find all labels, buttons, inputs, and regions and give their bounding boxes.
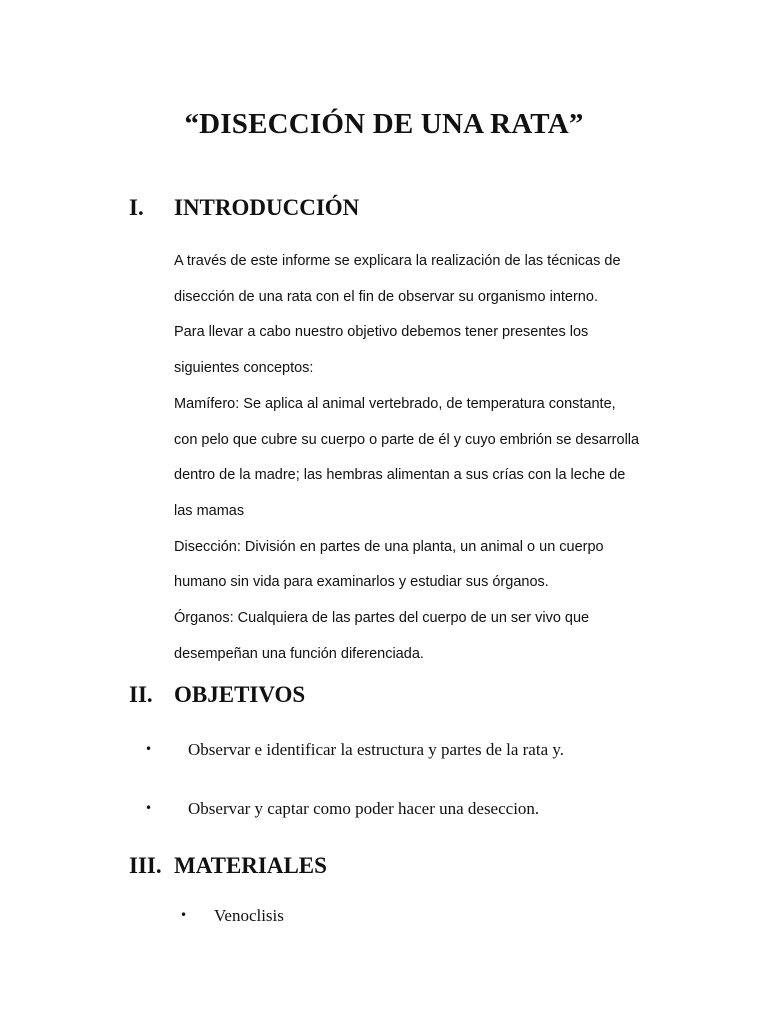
paragraph-line: dentro de la madre; las hembras alimentan a sus crías con la leche de bbox=[174, 467, 626, 483]
paragraph-line: A través de este informe se explicara la realización de las técnicas de bbox=[174, 253, 621, 269]
section-heading-objetivos bbox=[129, 682, 529, 712]
section-heading-introduccion bbox=[129, 195, 529, 225]
bullet-icon: • bbox=[145, 801, 153, 815]
section-number: III. bbox=[129, 853, 162, 878]
objetivo-list-item bbox=[145, 740, 745, 764]
section-title: OBJETIVOS bbox=[174, 682, 306, 707]
paragraph-line: con pelo que cubre su cuerpo o parte de él y cuyo embrión se desarrolla bbox=[174, 432, 640, 448]
paragraph-line: las mamas bbox=[174, 503, 245, 519]
paragraph-line: Disección: División en partes de una planta, un animal o un cuerpo bbox=[174, 539, 604, 555]
document-title: “DISECCIÓN DE UNA RATA” bbox=[184, 108, 584, 140]
paragraph-line: disección de una rata con el fin de observar su organismo interno. bbox=[174, 289, 598, 305]
list-item-text: Observar y captar como poder hacer una deseccion. bbox=[188, 799, 540, 818]
section-title: MATERIALES bbox=[174, 853, 327, 878]
section-heading-materiales bbox=[129, 853, 529, 883]
paragraph-line: Para llevar a cabo nuestro objetivo debemos tener presentes los bbox=[174, 324, 589, 340]
list-item-text: Observar e identificar la estructura y partes de la rata y. bbox=[188, 740, 565, 759]
objetivo-list-item bbox=[145, 799, 745, 823]
bullet-icon: • bbox=[180, 908, 188, 922]
material-list-item bbox=[180, 906, 680, 930]
paragraph-line: desempeñan una función diferenciada. bbox=[174, 646, 424, 662]
section-number: II. bbox=[129, 682, 153, 707]
paragraph-line: Mamífero: Se aplica al animal vertebrado, de temperatura constante, bbox=[174, 396, 616, 412]
paragraph-line: siguientes conceptos: bbox=[174, 360, 314, 376]
section-number: I. bbox=[129, 195, 144, 220]
paragraph-line: humano sin vida para examinarlos y estudiar sus órganos. bbox=[174, 574, 549, 590]
list-item-text: Venoclisis bbox=[214, 906, 284, 925]
paragraph-line: Órganos: Cualquiera de las partes del cuerpo de un ser vivo que bbox=[174, 610, 590, 626]
section-title: INTRODUCCIÓN bbox=[174, 195, 360, 220]
bullet-icon: • bbox=[145, 742, 153, 756]
